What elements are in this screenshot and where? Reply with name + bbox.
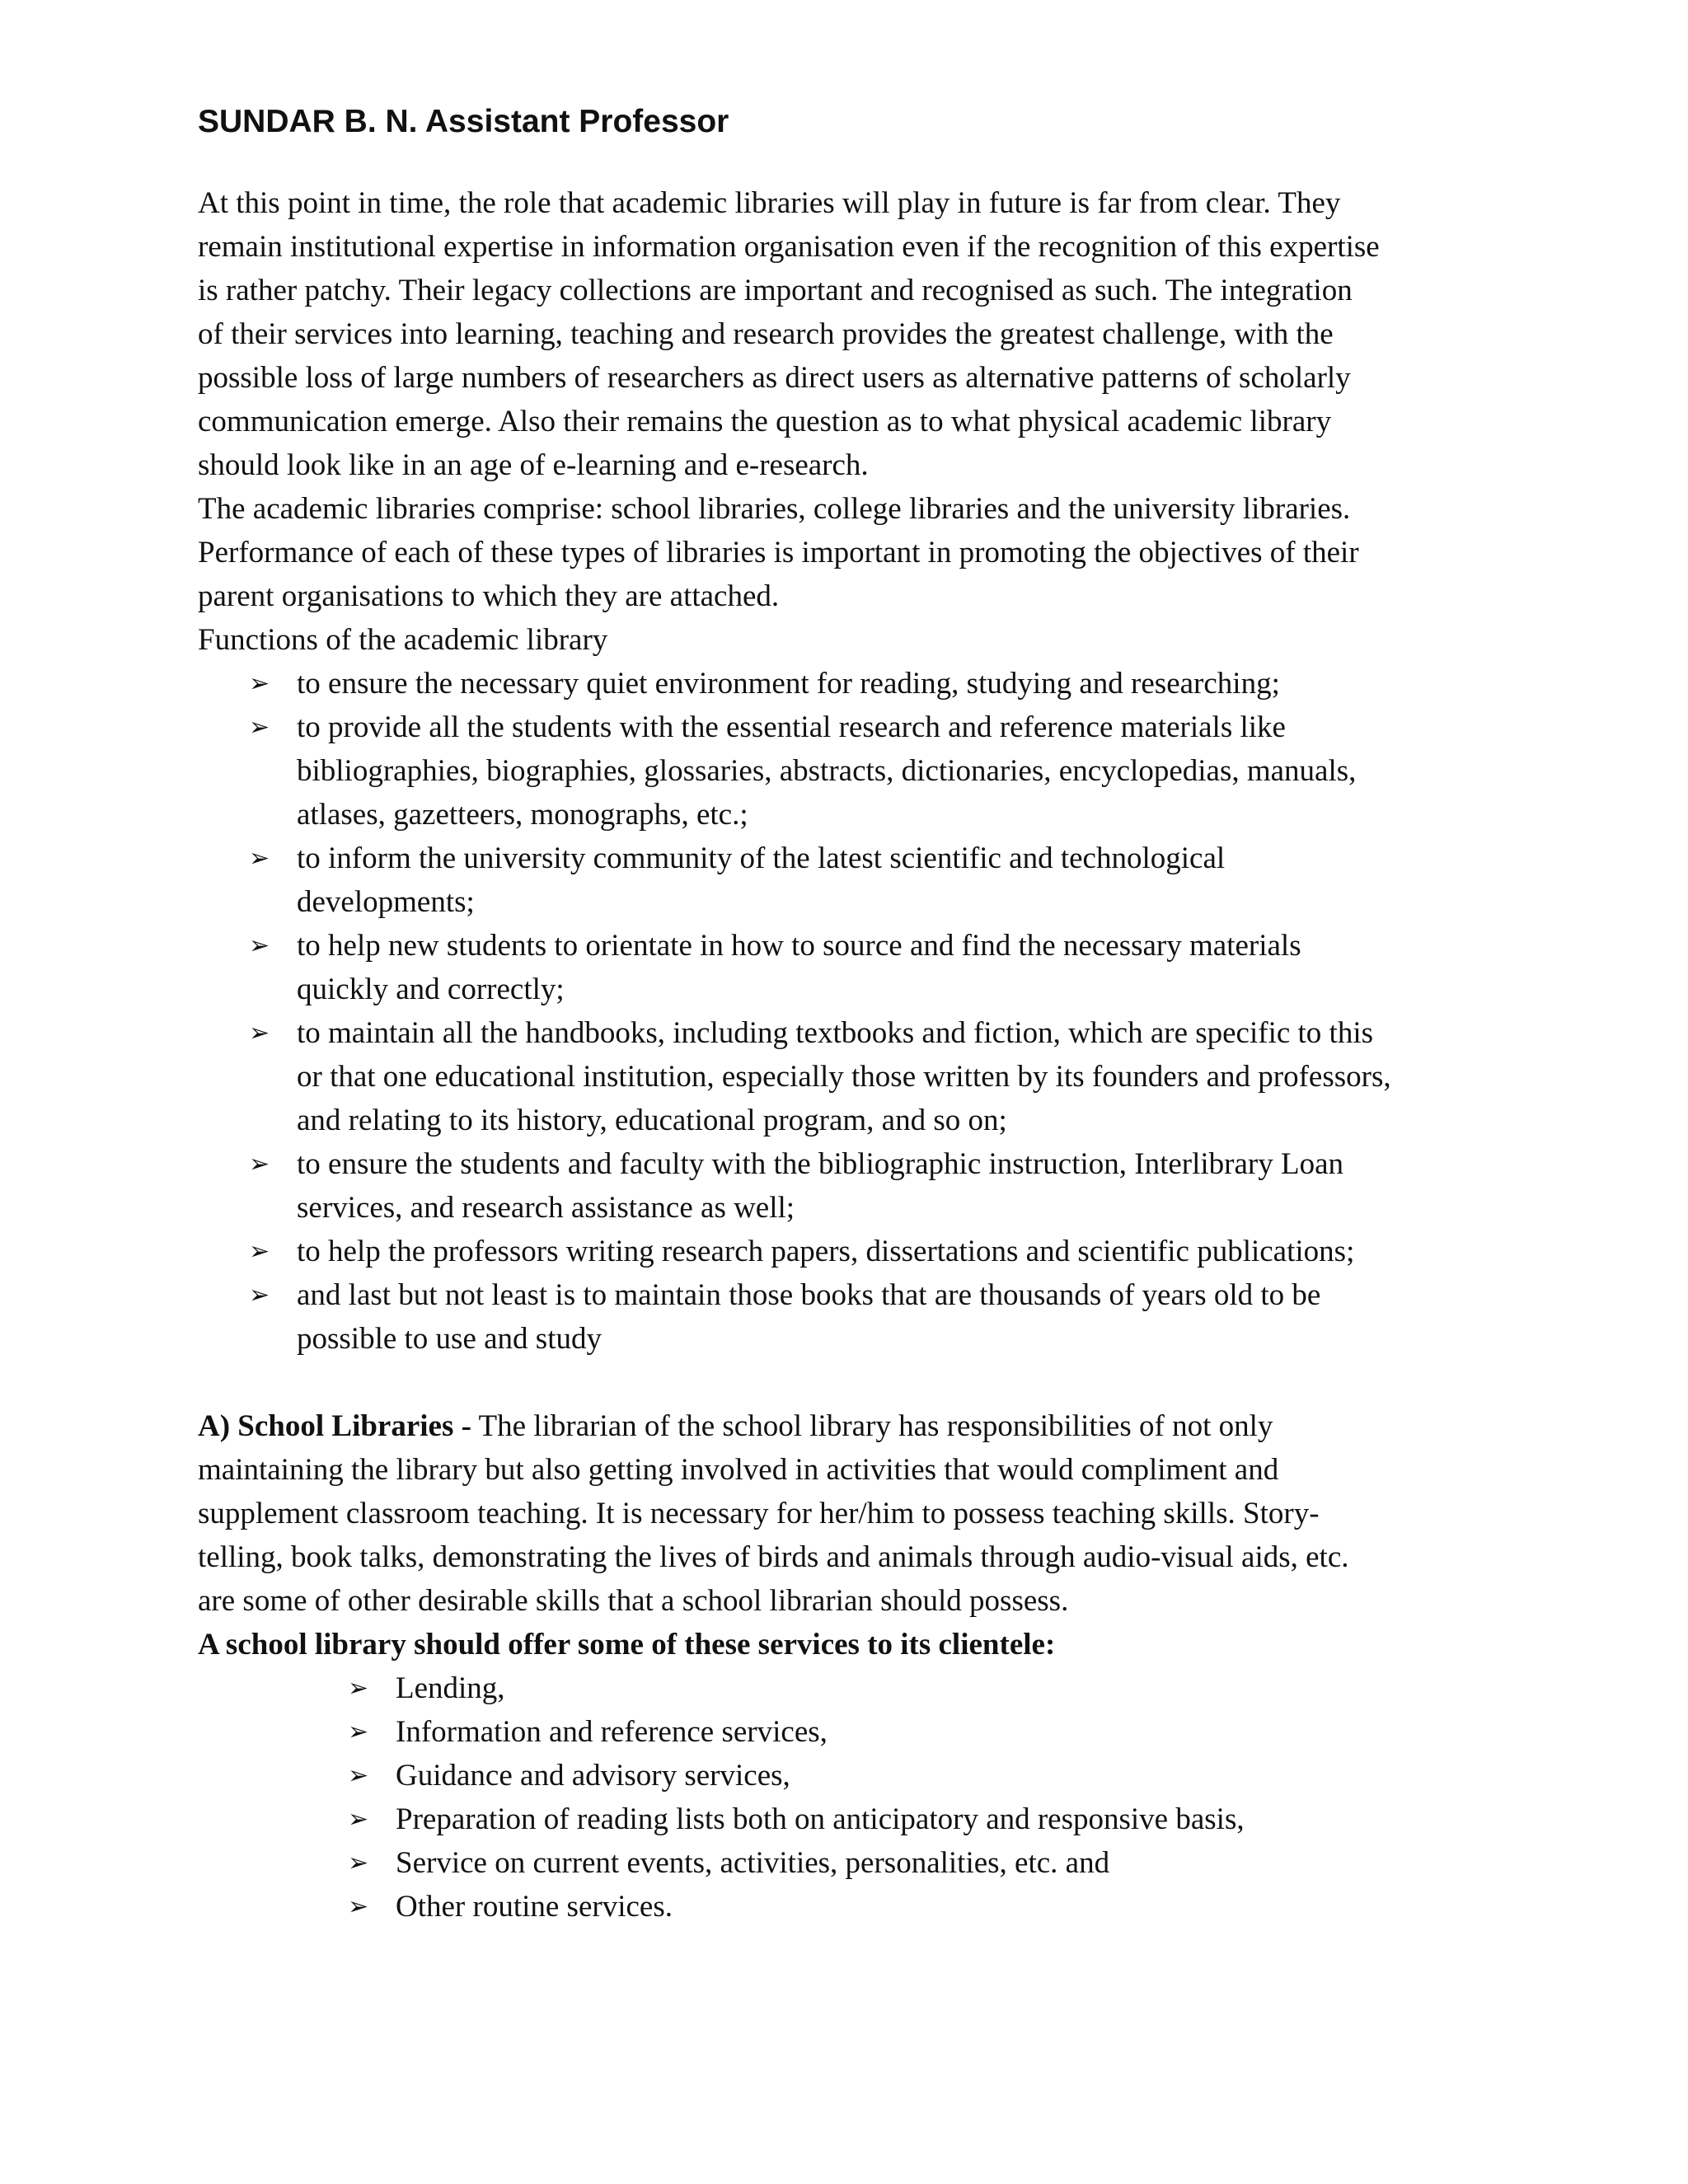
list-item — [198, 1230, 1500, 1273]
text-line: Lending, — [396, 1671, 505, 1705]
text-line: At this point in time, the role that academic libraries will play in future is far from clear. They — [198, 186, 1341, 220]
text-line: possible loss of large numbers of researchers as direct users as alternative patterns of scholarly — [198, 361, 1351, 395]
list-item — [198, 1754, 1500, 1797]
text-line: developments; — [297, 885, 475, 919]
text-line: should look like in an age of e-learning and e-research. — [198, 448, 869, 482]
arrow-bullet-icon: ➢ — [348, 1761, 369, 1790]
text-line: of their services into learning, teaching and research provides the greatest challenge, with the — [198, 317, 1334, 351]
academic-libraries-paragraph — [198, 487, 1500, 618]
functions-list — [198, 662, 1500, 1361]
text-line: communication emerge. Also their remains the question as to what physical academic library — [198, 405, 1332, 438]
arrow-bullet-icon: ➢ — [249, 669, 270, 698]
functions-title: Functions of the academic library — [198, 623, 608, 657]
text-line: Other routine services. — [396, 1890, 673, 1924]
list-item — [198, 1142, 1500, 1230]
text-line: to help new students to orientate in how to source and find the necessary materials — [297, 929, 1301, 963]
text-line: possible to use and study — [297, 1322, 602, 1356]
document-body — [198, 181, 1500, 1929]
text-line: parent organisations to which they are attached. — [198, 579, 780, 613]
text-line: to ensure the necessary quiet environment for reading, studying and researching; — [297, 667, 1280, 701]
text-line: and last but not least is to maintain those books that are thousands of years old to be — [297, 1278, 1321, 1312]
arrow-bullet-icon: ➢ — [348, 1849, 369, 1877]
text-line: remain institutional expertise in information organisation even if the recognition of this expertise — [198, 230, 1380, 264]
list-item — [198, 1797, 1500, 1841]
arrow-bullet-icon: ➢ — [249, 1150, 270, 1179]
school-libraries-paragraph — [198, 1404, 1500, 1623]
arrow-bullet-icon: ➢ — [249, 931, 270, 960]
section-label: A) School Libraries - — [198, 1409, 471, 1443]
text-line: The academic libraries comprise: school libraries, college libraries and the university libraries. — [198, 492, 1351, 526]
text-line: maintaining the library but also getting involved in activities that would compliment and — [198, 1453, 1279, 1487]
arrow-bullet-icon: ➢ — [249, 713, 270, 742]
list-item — [198, 1011, 1500, 1142]
text-line: Performance of each of these types of libraries is important in promoting the objectives of their — [198, 536, 1359, 569]
text-line: Service on current events, activities, personalities, etc. and — [396, 1846, 1110, 1880]
document-page — [198, 101, 1500, 1929]
text-line: The librarian of the school library has responsibilities of not only — [471, 1409, 1273, 1443]
arrow-bullet-icon: ➢ — [249, 1281, 270, 1310]
text-line: bibliographies, biographies, glossaries, abstracts, dictionaries, encyclopedias, manuals, — [297, 754, 1357, 788]
text-line: to help the professors writing research papers, dissertations and scientific publications; — [297, 1235, 1355, 1268]
list-item — [198, 1273, 1500, 1361]
arrow-bullet-icon: ➢ — [348, 1674, 369, 1703]
text-line: Preparation of reading lists both on anticipatory and responsive basis, — [396, 1802, 1245, 1836]
text-line: supplement classroom teaching. It is necessary for her/him to possess teaching skills. Story- — [198, 1497, 1320, 1530]
text-line: Guidance and advisory services, — [396, 1759, 790, 1793]
paragraph-spacer — [198, 1361, 1500, 1404]
list-item — [198, 1841, 1500, 1885]
list-item — [198, 1666, 1500, 1710]
text-line: or that one educational institution, especially those written by its founders and professors, — [297, 1060, 1391, 1094]
text-line: to ensure the students and faculty with the bibliographic instruction, Interlibrary Loan — [297, 1147, 1343, 1181]
list-item — [198, 837, 1500, 924]
text-line: atlases, gazetteers, monographs, etc.; — [297, 798, 748, 832]
text-line: to maintain all the handbooks, including textbooks and fiction, which are specific to this — [297, 1016, 1374, 1050]
services-list — [198, 1666, 1500, 1929]
list-item — [198, 662, 1500, 705]
text-line: are some of other desirable skills that a school librarian should possess. — [198, 1584, 1069, 1618]
arrow-bullet-icon: ➢ — [249, 1019, 270, 1047]
list-item — [198, 1885, 1500, 1929]
text-line: and relating to its history, educational program, and so on; — [297, 1104, 1007, 1137]
list-item — [198, 924, 1500, 1011]
services-heading: A school library should offer some of these services to its clientele: — [198, 1628, 1056, 1661]
text-line: to provide all the students with the essential research and reference materials like — [297, 710, 1286, 744]
text-line: quickly and correctly; — [297, 972, 565, 1006]
text-line: to inform the university community of the latest scientific and technological — [297, 841, 1226, 875]
text-line: services, and research assistance as well; — [297, 1191, 795, 1225]
list-item — [198, 1710, 1500, 1754]
arrow-bullet-icon: ➢ — [249, 1237, 270, 1266]
intro-paragraph — [198, 181, 1500, 487]
text-line: Information and reference services, — [396, 1715, 828, 1749]
arrow-bullet-icon: ➢ — [348, 1892, 369, 1921]
text-line: is rather patchy. Their legacy collections are important and recognised as such. The integration — [198, 274, 1353, 307]
list-item — [198, 705, 1500, 837]
arrow-bullet-icon: ➢ — [249, 844, 270, 873]
page-title: SUNDAR B. N. Assistant Professor — [198, 104, 729, 139]
arrow-bullet-icon: ➢ — [348, 1718, 369, 1746]
text-line: telling, book talks, demonstrating the lives of birds and animals through audio-visual aids, etc. — [198, 1540, 1349, 1574]
arrow-bullet-icon: ➢ — [348, 1805, 369, 1834]
